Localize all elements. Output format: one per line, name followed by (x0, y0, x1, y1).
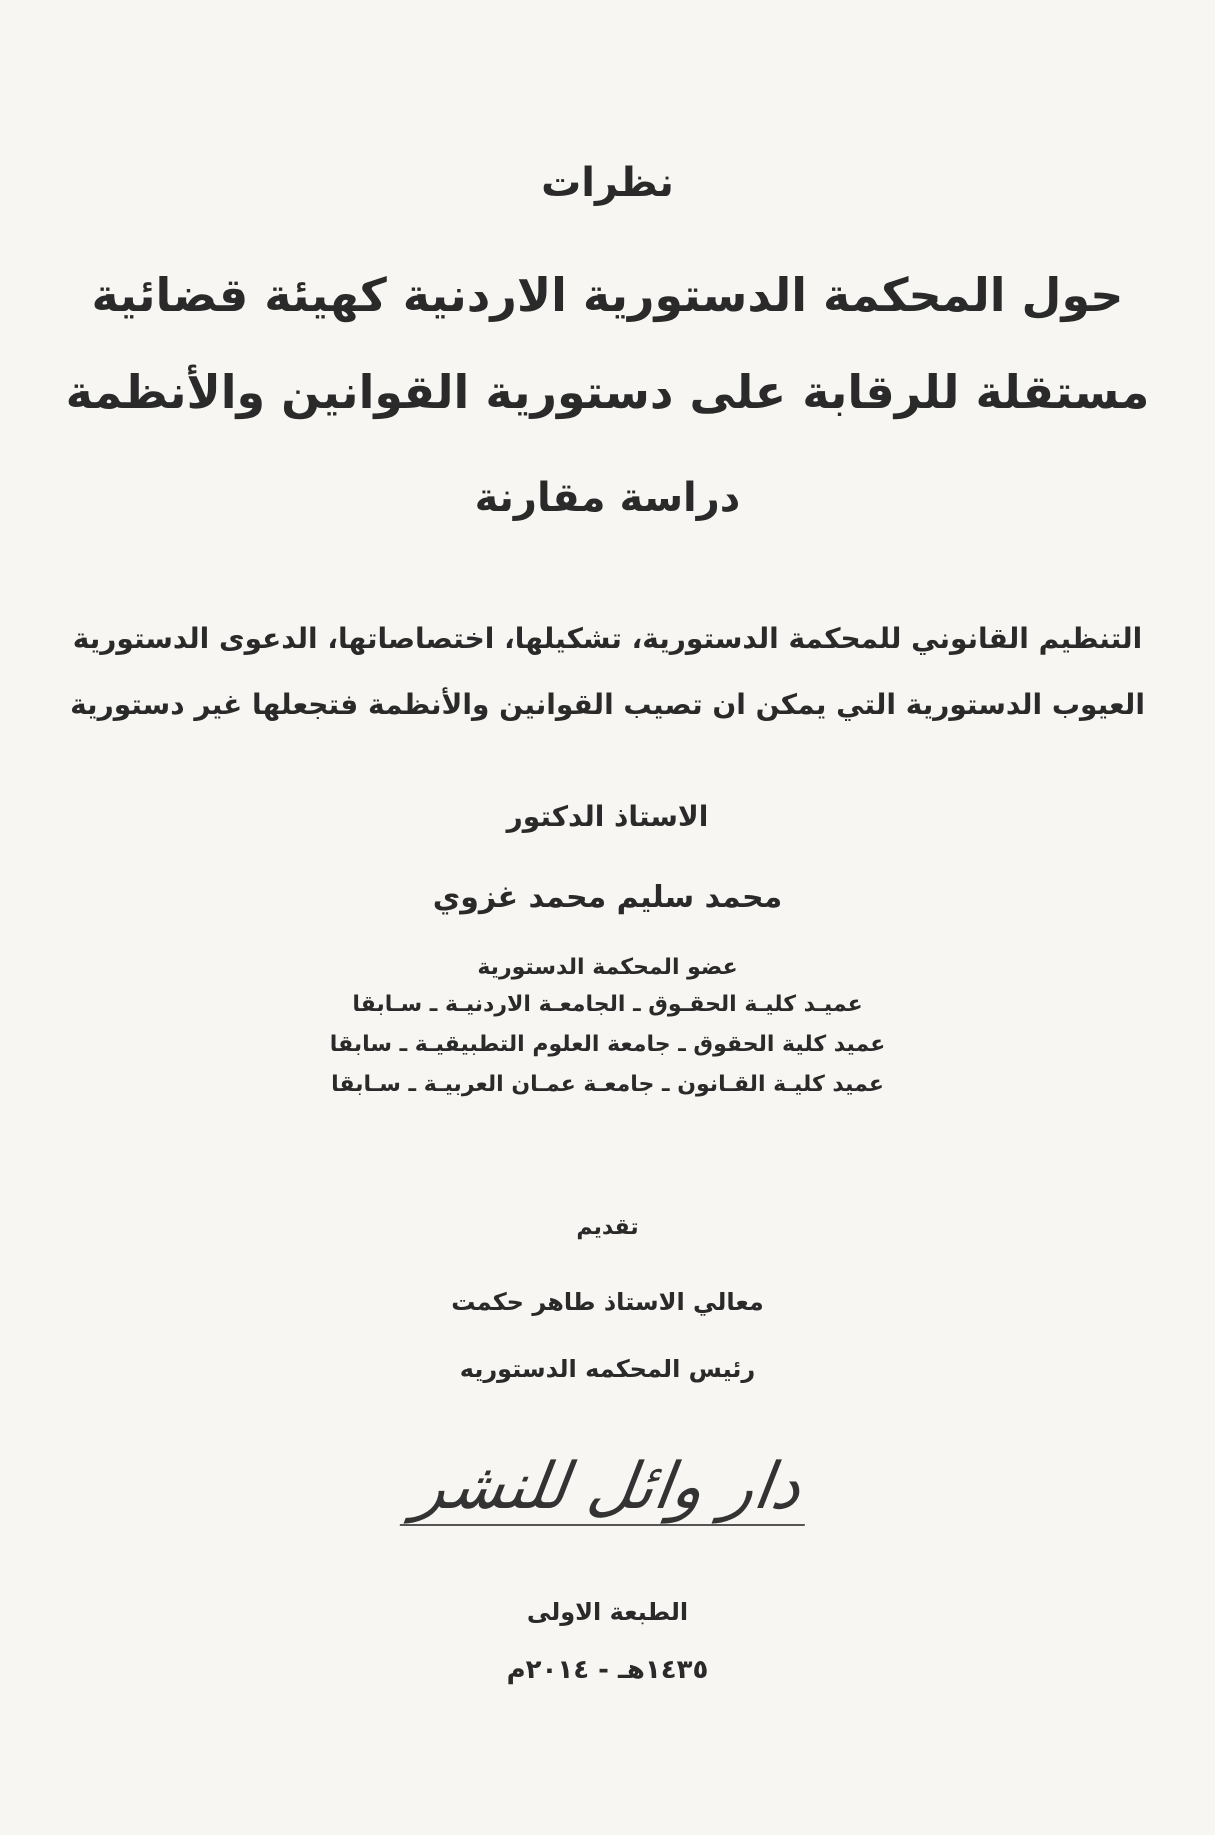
subtitle-line-1: التنظيم القانوني للمحكمة الدستورية، تشكيلها، اختصاصاتها، الدعوى الدستورية (72, 622, 1143, 655)
title-line-1: نظرات (541, 160, 674, 206)
publisher-logo-text: دار وائل للنشر (400, 1450, 816, 1526)
edition-label: الطبعة الاولى (526, 1598, 689, 1626)
foreword-role: رئيس المحكمه الدستوريه (459, 1355, 756, 1383)
author-position: عضو المحكمة الدستورية (477, 955, 738, 980)
title-line-3: مستقلة للرقابة على دستورية القوانين والأنظمة (65, 365, 1150, 419)
foreword-label: تقديم (576, 1215, 639, 1240)
title-line-4: دراسة مقارنة (474, 475, 741, 521)
foreword-name: معالي الاستاذ طاهر حكمت (451, 1288, 764, 1316)
author-name: محمد سليم محمد غزوي (432, 880, 783, 915)
author-position: عميد كليـة القـانون ـ جامعـة عمـان العربيـة ـ سـابقا (331, 1072, 884, 1097)
author-position: عميـد كليـة الحقـوق ـ الجامعـة الاردنيـة ـ سـابقا (352, 992, 863, 1017)
subtitle-line-2: العيوب الدستورية التي يمكن ان تصيب القوانين والأنظمة فتجعلها غير دستورية (70, 688, 1145, 721)
publisher-logo (0, 1450, 1215, 1570)
author-title: الاستاذ الدكتور (506, 800, 709, 833)
author-position: عميد كلية الحقوق ـ جامعة العلوم التطبيقيـة ـ سابقا (329, 1032, 886, 1057)
title-line-2: حول المحكمة الدستورية الاردنية كهيئة قضائية (91, 268, 1124, 322)
edition-date: ١٤٣٥هـ - ٢٠١٤م (506, 1655, 709, 1685)
